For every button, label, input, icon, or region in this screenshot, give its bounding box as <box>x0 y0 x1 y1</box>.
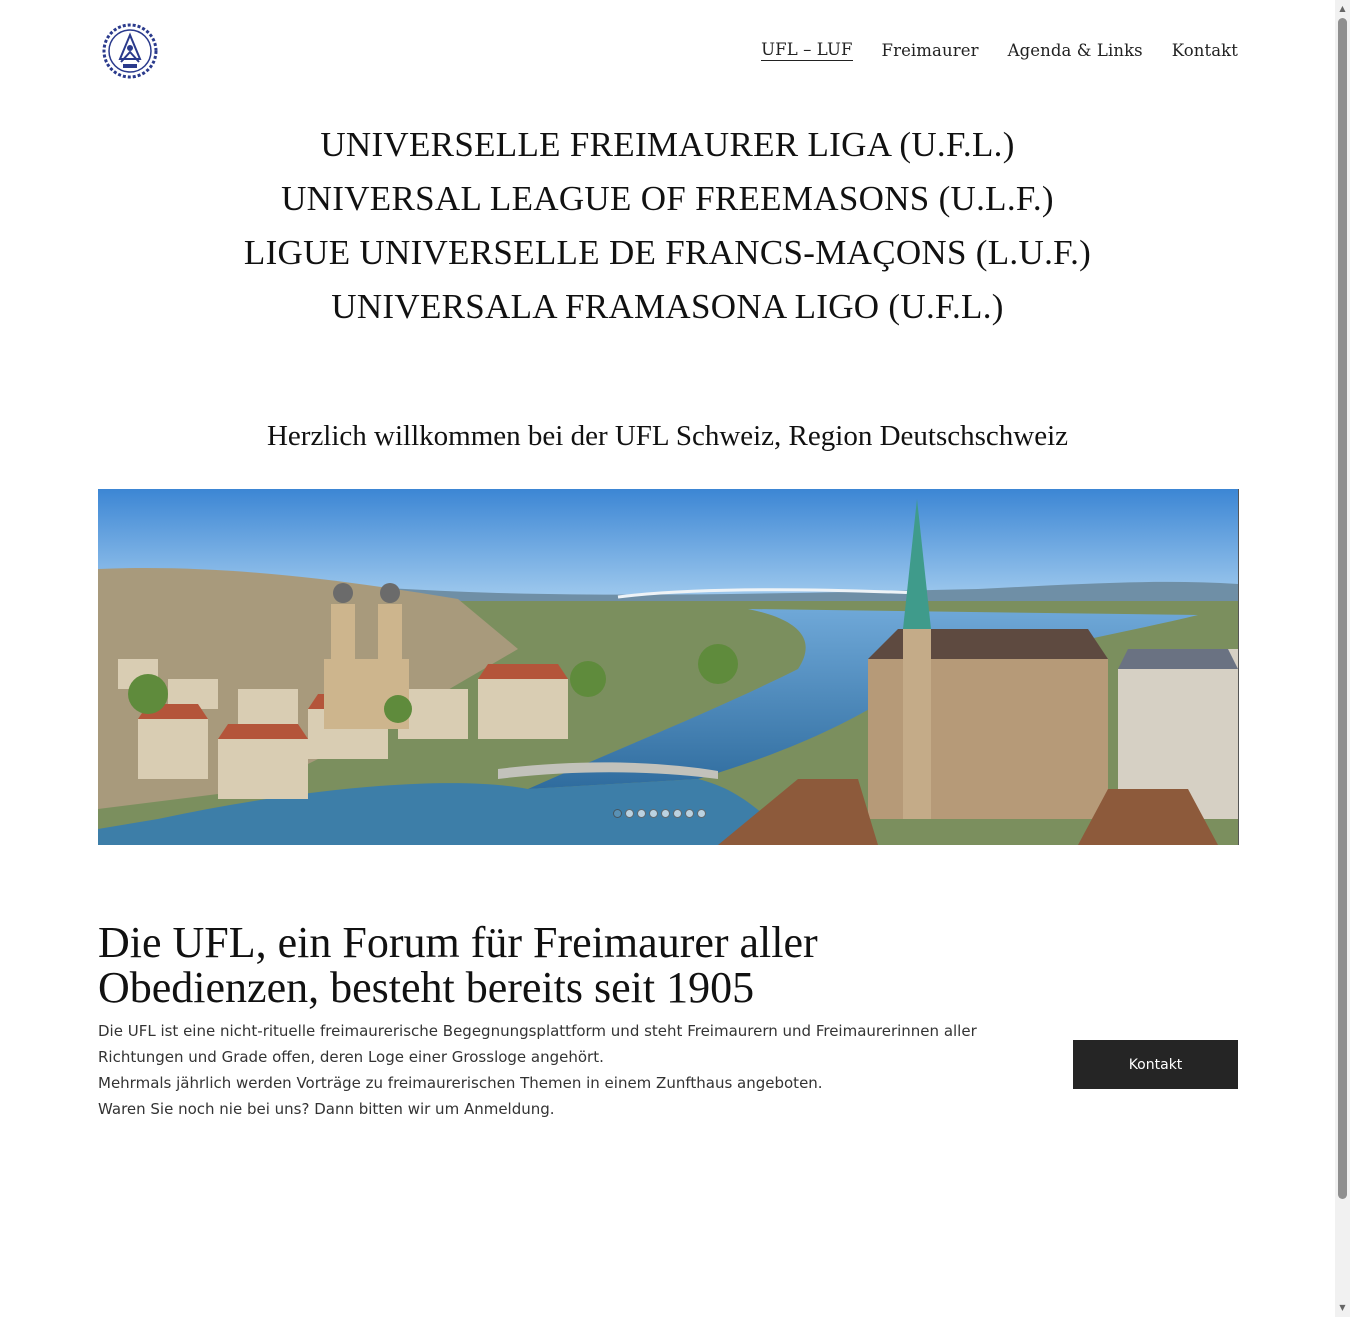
intro-paragraph: Waren Sie noch nie bei uns? Dann bitten wir um Anmeldung. <box>98 1100 555 1118</box>
nav-item-kontakt[interactable]: Kontakt <box>1171 41 1238 60</box>
nav-item-agenda-links[interactable]: Agenda & Links <box>1007 41 1143 60</box>
title-line-de: UNIVERSELLE FREIMAURER LIGA (U.F.L.) <box>320 125 1015 164</box>
title-line-en: UNIVERSAL LEAGUE OF FREEMASONS (U.L.F.) <box>281 179 1054 218</box>
hero-slider[interactable] <box>98 489 1239 845</box>
scroll-down-icon[interactable]: ▼ <box>1339 1303 1346 1312</box>
ufl-logo[interactable] <box>101 22 159 80</box>
slider-dots <box>613 809 706 818</box>
slider-dot[interactable] <box>661 809 670 818</box>
slider-dot[interactable] <box>649 809 658 818</box>
title-line-fr: LIGUE UNIVERSELLE DE FRANCS-MAÇONS (L.U.F.) <box>243 233 1092 272</box>
title-block <box>0 118 1335 334</box>
welcome-heading: Herzlich willkommen bei der UFL Schweiz, Region Deutschschweiz <box>266 420 1069 452</box>
slider-dot[interactable] <box>613 809 622 818</box>
slider-dot[interactable] <box>697 809 706 818</box>
main-nav <box>761 40 1238 61</box>
zurich-panorama-image <box>98 489 1238 845</box>
page-scrollbar[interactable] <box>1335 0 1350 1317</box>
intro-text <box>98 1018 1038 1122</box>
nav-item-freimaurer[interactable]: Freimaurer <box>881 41 979 60</box>
ufl-emblem-icon <box>101 22 159 80</box>
slider-dot[interactable] <box>637 809 646 818</box>
intro-paragraph: Die UFL ist eine nicht-rituelle freimaurerische Begegnungsplattform und steht Freimaurern und Freimaurerinnen aller Richtungen und Grade offen, deren Loge einer Grossloge angehört. <box>98 1022 977 1066</box>
slider-dot[interactable] <box>625 809 634 818</box>
kontakt-button[interactable]: Kontakt <box>1073 1040 1238 1089</box>
intro-paragraph: Mehrmals jährlich werden Vorträge zu freimaurerischen Themen in einem Zunfthaus angeboten. <box>98 1074 823 1092</box>
slider-dot[interactable] <box>673 809 682 818</box>
scroll-thumb[interactable] <box>1338 18 1347 1199</box>
intro-headline: Die UFL, ein Forum für Freimaurer aller Obedienzen, besteht bereits seit 1905 <box>98 918 818 1012</box>
scroll-up-icon[interactable]: ▲ <box>1339 4 1346 13</box>
slider-dot[interactable] <box>685 809 694 818</box>
nav-item-ufl-luf[interactable]: UFL – LUF <box>761 40 853 59</box>
title-line-eo: UNIVERSALA FRAMASONA LIGO (U.F.L.) <box>331 287 1004 326</box>
